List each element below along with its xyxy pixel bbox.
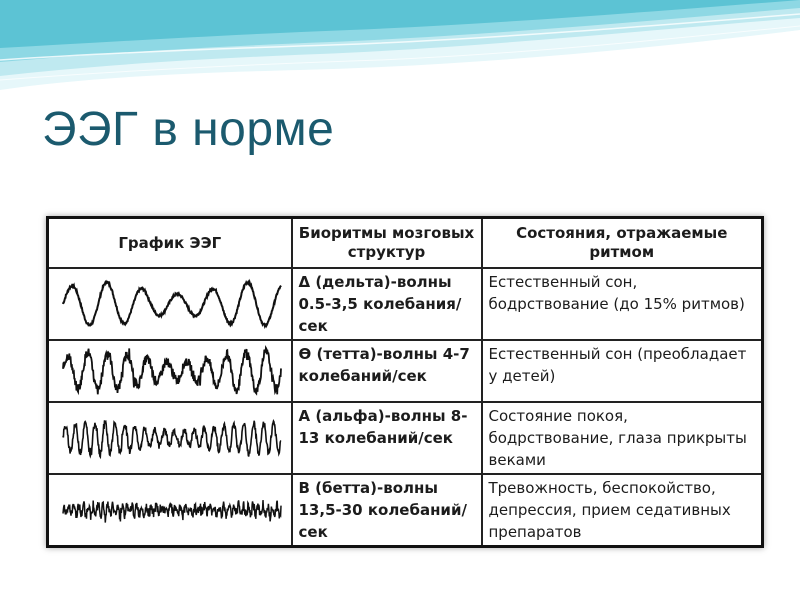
header-rhythm: Биоритмы мозговых структур xyxy=(292,218,482,269)
graph-cell xyxy=(48,474,292,547)
decorative-wave-banner xyxy=(0,0,800,110)
state-cell: Состояние покоя, бодрствование, глаза прикрыты веками xyxy=(482,402,763,474)
rhythm-cell: Δ (дельта)-волны 0.5-3,5 колебания/сек xyxy=(292,268,482,340)
state-cell: Тревожность, беспокойство, депрессия, прием седативных препаратов xyxy=(482,474,763,547)
table-row xyxy=(48,340,763,402)
rhythm-cell: ϴ (тетта)-волны 4-7 колебаний/сек xyxy=(292,340,482,402)
graph-cell xyxy=(48,402,292,474)
header-graph: График ЭЭГ xyxy=(48,218,292,269)
header-state: Состояния, отражаемые ритмом xyxy=(482,218,763,269)
rhythm-cell: В (бетта)-волны 13,5-30 колебаний/сек xyxy=(292,474,482,547)
table-row xyxy=(48,268,763,340)
eeg-table xyxy=(46,216,764,548)
graph-cell xyxy=(48,340,292,402)
table-row xyxy=(48,474,763,547)
theta-wave-icon xyxy=(49,343,293,399)
alpha-wave-icon xyxy=(49,406,293,470)
state-cell: Естественный сон, бодрствование (до 15% ритмов) xyxy=(482,268,763,340)
beta-wave-icon xyxy=(49,477,293,543)
state-cell: Естественный сон (преобладает у детей) xyxy=(482,340,763,402)
page-title: ЭЭГ в норме xyxy=(42,103,335,156)
rhythm-cell: А (альфа)-волны 8-13 колебаний/сек xyxy=(292,402,482,474)
table-header-row xyxy=(48,218,763,269)
delta-wave-icon xyxy=(49,271,293,337)
table-row xyxy=(48,402,763,474)
graph-cell xyxy=(48,268,292,340)
